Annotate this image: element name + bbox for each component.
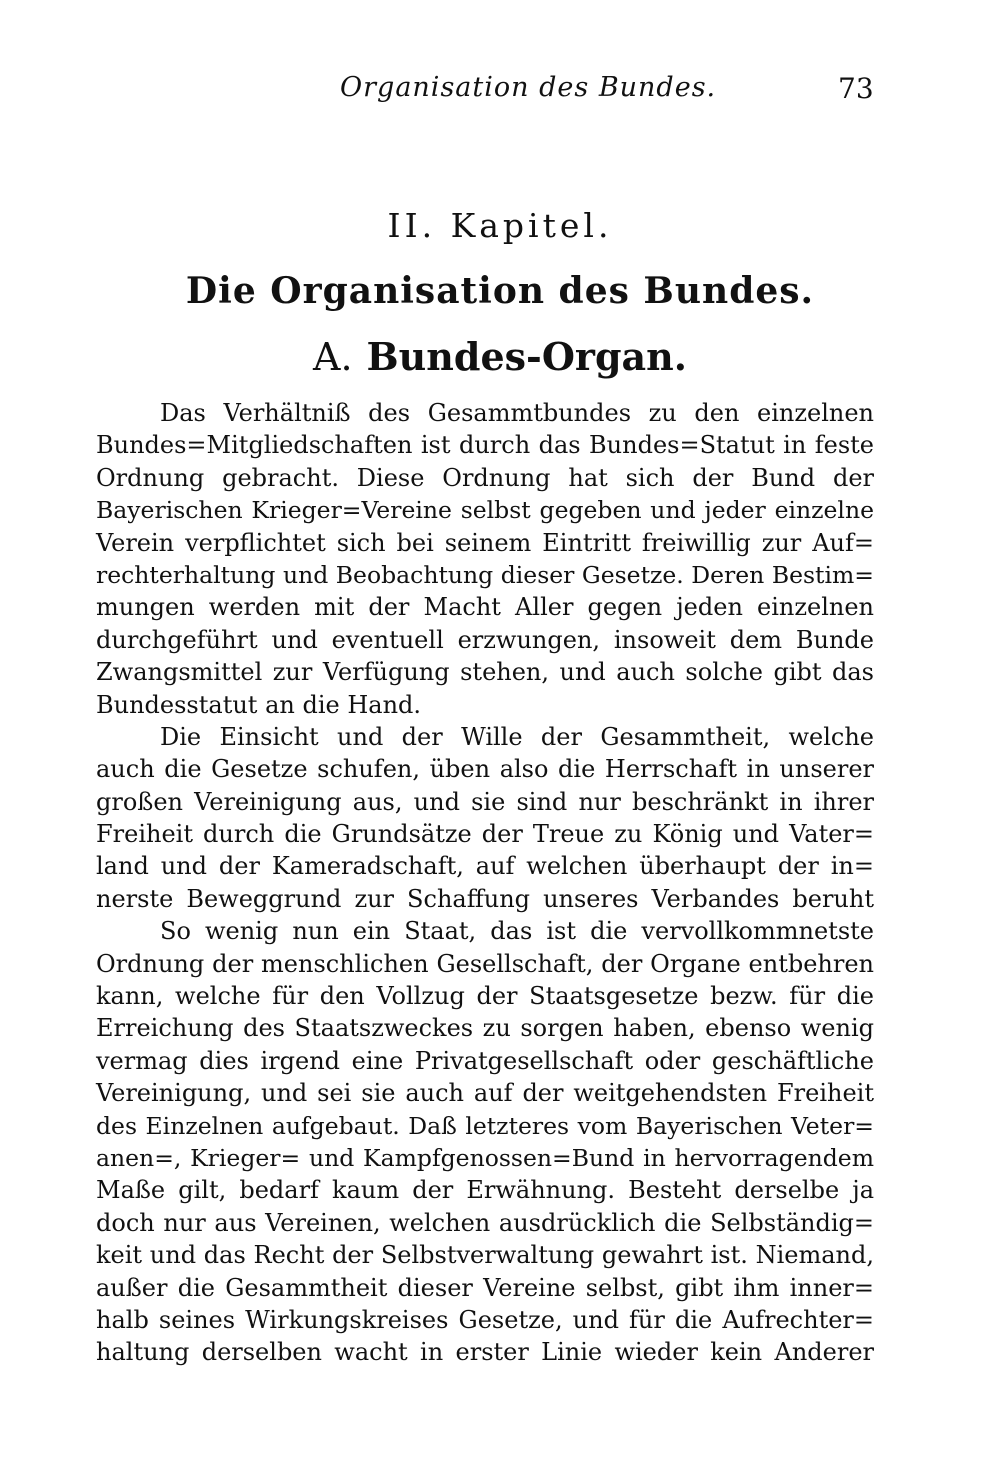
text-line: rechterhaltung und Beobachtung dieser Gesetze. Deren Bestim= (96, 560, 874, 589)
text-line: Erreichung des Staatszweckes zu sorgen haben, ebenso wenig (96, 1014, 874, 1043)
text-line: Bundesstatut an die Hand. (96, 690, 422, 719)
text-line: Bundes=Mitgliedschaften ist durch das Bundes=Statut in feste (96, 431, 874, 460)
text-line: Vereinigung, und sei sie auch auf der weitgehendsten Freiheit (96, 1079, 874, 1108)
section-name: Bundes-Organ. (366, 334, 687, 379)
text-line: doch nur aus Vereinen, welchen ausdrücklich die Selbständig= (96, 1208, 874, 1237)
chapter-heading: II. Kapitel. (387, 206, 613, 245)
running-title: Organisation des Bundes. (340, 72, 717, 103)
running-header (0, 72, 1000, 112)
text-line: keit und das Recht der Selbstverwaltung gewahrt ist. Niemand, (96, 1241, 874, 1270)
page-number: 73 (838, 72, 874, 105)
text-line: mungen werden mit der Macht Aller gegen jeden einzelnen (96, 593, 874, 622)
text-line: haltung derselben wacht in erster Linie wieder kein Anderer (96, 1338, 874, 1367)
text-line: außer die Gesammtheit dieser Vereine selbst, gibt ihm inner= (96, 1273, 874, 1302)
text-line: auch die Gesetze schufen, üben also die Herrschaft in unserer (96, 755, 874, 784)
text-line: kann, welche für den Vollzug der Staatsgesetze bezw. für die (96, 982, 874, 1011)
text-line: durchgeführt und eventuell erzwungen, insoweit dem Bunde (96, 625, 874, 654)
page-title: Die Organisation des Bundes. (185, 270, 815, 312)
text-line: des Einzelnen aufgebaut. Daß letzteres vom Bayerischen Veter= (96, 1111, 874, 1140)
section-heading (0, 334, 1000, 379)
text-line: großen Vereinigung aus, und sie sind nur beschränkt in ihrer (96, 787, 874, 816)
text-line: nerste Beweggrund zur Schaffung unseres Verbandes beruht (96, 884, 874, 913)
text-line: Ordnung gebracht. Diese Ordnung hat sich der Bund der (96, 463, 874, 492)
text-line: anen=, Krieger= und Kampfgenossen=Bund in hervorragendem (96, 1143, 874, 1172)
text-line: Zwangsmittel zur Verfügung stehen, und auch solche gibt das (96, 658, 874, 687)
text-line: Freiheit durch die Grundsätze der Treue zu König und Vater= (96, 820, 874, 849)
text-line: Die Einsicht und der Wille der Gesammtheit, welche (160, 722, 874, 751)
section-letter: A. (313, 335, 353, 379)
text-line: Ordnung der menschlichen Gesellschaft, der Organe entbehren (96, 949, 874, 978)
text-line: halb seines Wirkungskreises Gesetze, und für die Aufrechter= (96, 1305, 874, 1334)
body-text (96, 397, 874, 1369)
text-line: Bayerischen Krieger=Vereine selbst gegeben und jeder einzelne (96, 496, 874, 525)
text-line: So wenig nun ein Staat, das ist die vervollkommnetste (160, 917, 874, 946)
text-line: Maße gilt, bedarf kaum der Erwähnung. Besteht derselbe ja (96, 1176, 874, 1205)
text-line: Das Verhältniß des Gesammtbundes zu den einzelnen (160, 399, 874, 427)
text-line: Verein verpflichtet sich bei seinem Eintritt freiwillig zur Auf= (96, 528, 874, 557)
text-line: land und der Kameradschaft, auf welchen überhaupt der in= (96, 852, 874, 881)
text-line: vermag dies irgend eine Privatgesellschaft oder geschäftliche (96, 1046, 874, 1075)
